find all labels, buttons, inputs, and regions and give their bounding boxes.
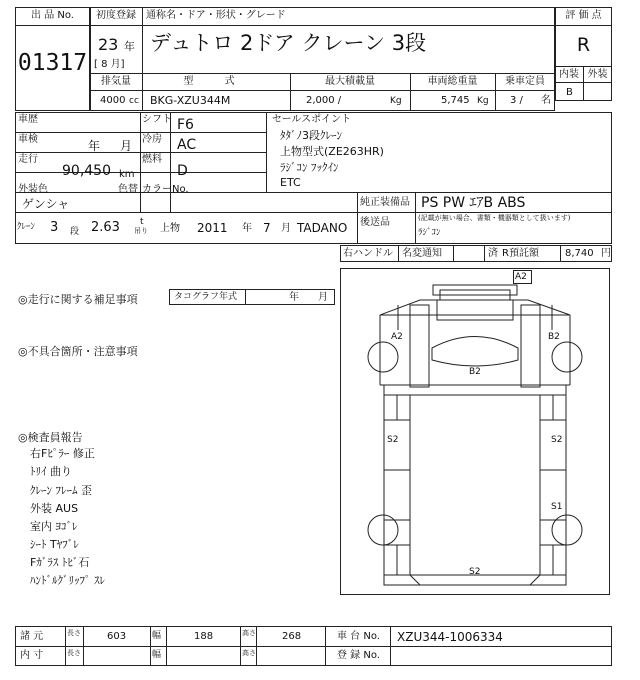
damage-mark-s2-rear: S2 [469, 567, 481, 577]
sales-point-3: ﾗｼﾞｺﾝ ﾌｯｸｲﾝ [280, 161, 339, 174]
grade-label: 評 価 点 [565, 10, 602, 21]
gross-weight-value: 5,745 [441, 95, 470, 106]
upper-body-month-unit: 月 [281, 223, 291, 234]
inspector-item-3: ｸﾚｰﾝ ﾌﾚｰﾑ 歪 [30, 484, 92, 497]
mileage-label: 走行 [18, 154, 38, 165]
steering-hand: 右ハンドル [343, 248, 393, 259]
ac-label: 冷房 [142, 134, 162, 145]
damage-mark-s1-right: S1 [551, 502, 563, 512]
max-load-unit: Kg [390, 96, 402, 106]
exterior-color-label: 外装色 [18, 184, 48, 195]
equipment-value: PS PW ｴｱB ABS [421, 195, 526, 211]
damage-mark-s2-left: S2 [387, 435, 399, 445]
inspector-item-8: ﾊﾝﾄﾞﾙｸﾞﾘｯﾌﾟ ｽﾚ [30, 574, 105, 587]
displacement-label: 排気量 [101, 76, 131, 87]
inspector-item-6: ｼｰﾄ Tﾔﾌﾞﾚ [30, 538, 79, 551]
color-code-label: カラーNo. [142, 184, 189, 195]
mileage-unit: km [119, 169, 135, 180]
exterior-color-value: ゲンシャ [22, 197, 70, 211]
registration-no-label: 登 録 No. [337, 650, 380, 661]
upper-body-month: 7 [263, 221, 271, 235]
sales-point-4: ETC [280, 176, 301, 189]
supplement-title: ◎走行に関する補足事項 [18, 293, 138, 306]
damage-mark-s2-right: S2 [551, 435, 563, 445]
ac-value: AC [177, 137, 197, 153]
capacity-unit: 名 [541, 95, 551, 106]
fuel-value: D [177, 163, 188, 179]
width-value: 188 [194, 631, 214, 642]
retro-note: (記載が無い場合、書類・機器類として扱います) [418, 214, 571, 222]
inspector-item-4: 外装 AUS [30, 502, 79, 515]
interior-dims-label: 内 寸 [20, 650, 44, 661]
displacement-value: 4000 [100, 95, 126, 106]
shift-value: F6 [177, 117, 194, 133]
upper-body-year: 2011 [197, 221, 228, 235]
defect-title: ◎不具合箇所・注意事項 [18, 345, 138, 358]
fuel-label: 燃料 [142, 154, 162, 165]
mileage-value: 90,450 [62, 163, 111, 179]
color-change-label: 色替 [118, 184, 138, 195]
gross-weight-unit: Kg [477, 96, 489, 106]
interior-height-label: 高さ [242, 649, 256, 657]
model-type-value: BKG-XZU344M [150, 94, 231, 107]
crane-stages: 3 [50, 220, 59, 235]
r-deposit-label: R預託額 [502, 248, 539, 259]
length-label: 長さ [67, 629, 81, 637]
length-value: 603 [107, 631, 127, 642]
crane-label: ｸﾚｰﾝ [17, 222, 36, 232]
owner-label: 済 [488, 248, 498, 259]
tachograph-year-unit: 年 [289, 292, 299, 303]
model-type-label: 型 式 [183, 76, 249, 87]
capacity-value: 3 / [510, 95, 523, 106]
sales-point-label: セールスポイント [272, 114, 352, 125]
lot-no-value: 01317 [17, 50, 88, 76]
inspector-item-1: 右Fﾋﾟﾗｰ 修正 [30, 447, 95, 460]
inspection-label: 車検 [18, 134, 38, 145]
max-load-label: 最大積載量 [325, 76, 375, 87]
inspector-title: ◎検査員報告 [18, 431, 83, 444]
max-load-value: 2,000 / [306, 95, 342, 106]
interior-width-label: 幅 [152, 650, 162, 660]
height-label: 高さ [242, 629, 256, 637]
damage-mark-a2-left: A2 [391, 332, 403, 342]
crane-stage-unit: 段 [70, 227, 80, 237]
crane-ton-unit: t [140, 217, 144, 227]
shift-label: シフト [142, 114, 172, 125]
name-change-label: 名変通知 [402, 248, 442, 259]
retro-label: 後送品 [360, 217, 390, 228]
sales-point-1: ﾀﾀﾞﾉ3段ｸﾚｰﾝ [280, 129, 342, 142]
gross-weight-label: 車両総重量 [427, 76, 478, 87]
crane-hang-unit: 吊り [134, 227, 148, 235]
upper-body-year-unit: 年 [242, 223, 252, 234]
dimensions-label: 諸 元 [20, 631, 44, 642]
height-value: 268 [282, 631, 302, 642]
chassis-value: XZU344-1006334 [397, 630, 503, 644]
registration-year-unit: 年 [124, 40, 135, 53]
model-description-label: 通称名・ドア・形状・グレード [146, 10, 286, 21]
exterior-grade-label: 外装 [587, 69, 608, 80]
lot-no-label: 出 品 No. [31, 10, 74, 21]
tachograph-month-unit: 月 [318, 292, 328, 303]
inspection-month-unit: 月 [120, 139, 133, 153]
interior-length-label: 長さ [67, 649, 81, 657]
capacity-label: 乗車定員 [505, 76, 545, 87]
history-label: 車歴 [18, 114, 38, 125]
first-registration-label: 初度登録 [96, 10, 136, 21]
upper-body-maker: TADANO [297, 221, 348, 235]
registration-year: 23 [98, 35, 119, 54]
upper-body-label: 上物 [160, 223, 180, 234]
inspector-item-7: Fｶﾞﾗｽ ﾄﾋﾞ石 [30, 556, 90, 569]
damage-mark-b2-right: B2 [548, 332, 560, 342]
equipment-label: 純正装備品 [360, 197, 410, 208]
registration-month: [ 8 月] [94, 59, 125, 70]
inspector-item-2: ﾄﾘｲ 曲り [30, 465, 72, 478]
yen-unit: 円 [601, 248, 611, 259]
interior-grade-value: B [566, 87, 573, 98]
interior-grade-label: 内装 [559, 69, 579, 80]
cc-unit: cc [129, 96, 139, 106]
chassis-label: 車 台 No. [337, 631, 380, 642]
retro-value: ﾗｼﾞｺﾝ [418, 228, 441, 238]
tachograph-label: タコグラフ年式 [174, 292, 238, 302]
crane-capacity: 2.63 [91, 220, 120, 235]
inspection-year-unit: 年 [88, 139, 101, 153]
model-description: デュトロ 2ドア クレーン 3段 [150, 31, 427, 55]
damage-mark-a2-top: A2 [515, 272, 527, 282]
width-label: 幅 [152, 631, 162, 641]
sales-point-2: 上物型式(ZE263HR) [280, 145, 384, 158]
r-deposit-value: 8,740 [565, 248, 594, 259]
inspector-item-5: 室内 ﾖｺﾞﾚ [30, 520, 78, 533]
damage-mark-b2-center: B2 [469, 367, 481, 377]
grade-value: R [576, 34, 591, 56]
